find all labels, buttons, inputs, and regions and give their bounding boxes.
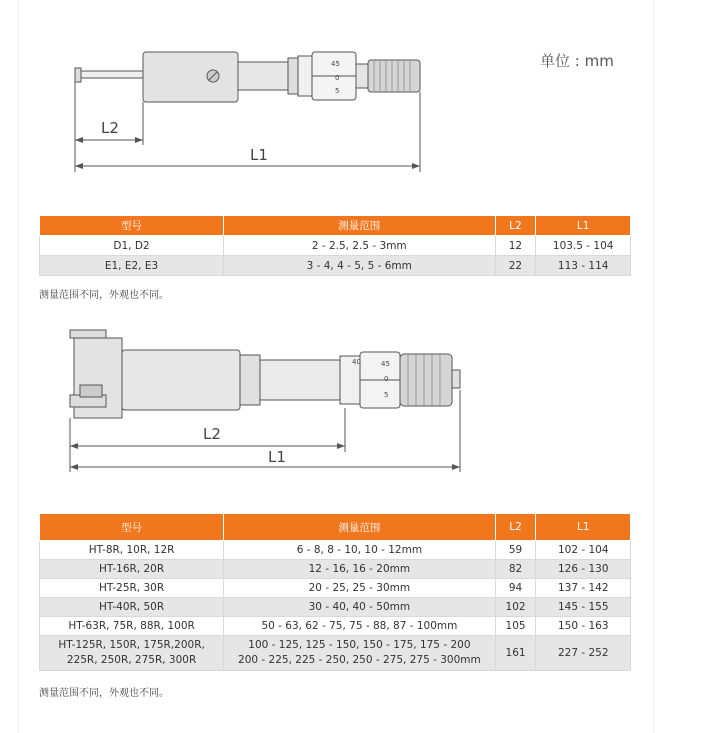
cell-l1: 227 - 252 [536,636,631,671]
table-row [40,598,631,617]
header-range: 测量范围 [224,216,496,236]
scale-mark-5: 5 [335,87,340,95]
cell-model: HT-25R, 30R [40,579,224,598]
table-row [40,560,631,579]
cell-l1: 145 - 155 [536,598,631,617]
cell-model-line: HT-125R, 150R, 175R,200R, [58,639,205,651]
dimension-label-l1: L1 [250,146,268,164]
table-header-row [40,514,631,541]
table-row [40,236,631,256]
cell-l2: 12 [495,236,536,256]
cell-l2: 82 [495,560,536,579]
table-row [40,636,631,671]
cell-l2: 94 [495,579,536,598]
scale-mark-45: 45 [381,360,390,368]
cell-range: 3 - 4, 4 - 5, 5 - 6mm [224,256,496,276]
cell-range: 50 - 63, 62 - 75, 75 - 88, 87 - 100mm [224,617,495,636]
cell-range: 12 - 16, 16 - 20mm [224,560,495,579]
dimension-label-l2: L2 [101,119,119,137]
cell-l2: 22 [495,256,536,276]
cell-l2: 59 [495,541,536,560]
header-l1: L1 [536,216,631,236]
table-header-row [40,216,631,236]
spec-table-2 [39,513,631,671]
cell-l1: 102 - 104 [536,541,631,560]
table-row [40,541,631,560]
dimension-label-l1: L1 [268,448,286,466]
cell-range: 30 - 40, 40 - 50mm [224,598,495,617]
cell-model: HT-8R, 10R, 12R [40,541,224,560]
cell-range: 20 - 25, 25 - 30mm [224,579,495,598]
header-range: 测量范围 [224,514,495,541]
spec-table-1 [39,215,631,276]
cell-model: E1, E2, E3 [40,256,224,276]
unit-label: 单位 : mm [540,52,614,70]
cell-l1: 150 - 163 [536,617,631,636]
cell-range: 2 - 2.5, 2.5 - 3mm [224,236,496,256]
micrometer-drawing-1 [75,52,420,172]
header-l1: L1 [536,514,631,541]
cell-model: D1, D2 [40,236,224,256]
header-l2: L2 [495,514,536,541]
micrometer-drawing-2 [70,330,460,472]
table-row [40,617,631,636]
cell-range [224,636,495,671]
cell-l2: 161 [495,636,536,671]
scale-mark-40: 40 [352,358,361,366]
header-model: 型号 [40,216,224,236]
cell-model [40,636,224,671]
table-note-2: 测量范围不同，外观也不同。 [39,688,169,699]
dimension-arrows-2 [70,443,460,470]
cell-model: HT-63R, 75R, 88R, 100R [40,617,224,636]
cell-l2: 102 [495,598,536,617]
scale-mark-0: 0 [384,375,389,383]
cell-model: HT-16R, 20R [40,560,224,579]
dimension-label-l2: L2 [203,425,221,443]
cell-range-line: 200 - 225, 225 - 250, 250 - 275, 275 - 300mm [238,654,481,666]
cell-l1: 113 - 114 [536,256,631,276]
table-note-1: 测量范围不同，外观也不同。 [39,290,169,301]
cell-model: HT-40R, 50R [40,598,224,617]
cell-l1: 137 - 142 [536,579,631,598]
cell-l1: 126 - 130 [536,560,631,579]
dimension-arrows-1 [75,137,420,169]
scale-mark-45: 45 [331,60,340,68]
cell-range: 6 - 8, 8 - 10, 10 - 12mm [224,541,495,560]
cell-l1: 103.5 - 104 [536,236,631,256]
header-model: 型号 [40,514,224,541]
header-l2: L2 [495,216,536,236]
table-row [40,256,631,276]
cell-model-line: 225R, 250R, 275R, 300R [66,654,197,666]
scale-mark-5: 5 [384,391,389,399]
cell-range-line: 100 - 125, 125 - 150, 150 - 175, 175 - 200 [248,639,471,651]
table-row [40,579,631,598]
cell-l2: 105 [495,617,536,636]
scale-mark-0: 0 [335,74,340,82]
